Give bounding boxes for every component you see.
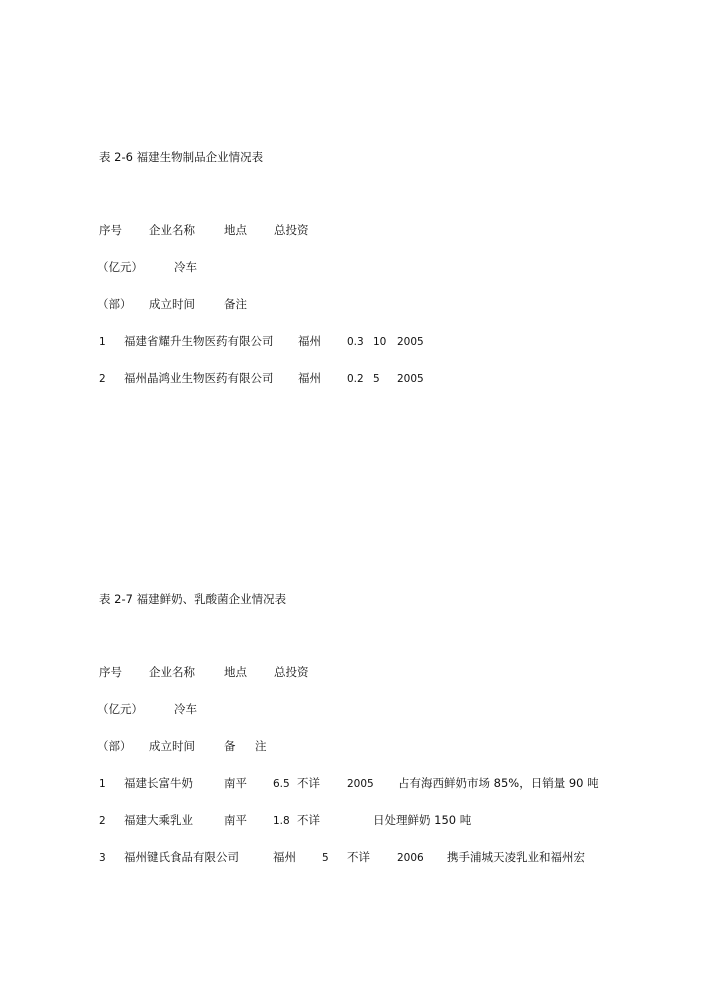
header-cell: （部） xyxy=(97,297,132,311)
row-number: 1 xyxy=(99,336,106,348)
cold-trucks: 10 xyxy=(373,336,387,348)
company-name: 福州晶鸿业生物医药有限公司 xyxy=(124,371,274,385)
header-cell: 成立时间 xyxy=(149,297,195,311)
remark: 日处理鲜奶 150 吨 xyxy=(373,813,472,827)
row-number: 3 xyxy=(99,852,106,864)
header-cell: （亿元） xyxy=(97,260,143,274)
header-cell: （亿元） xyxy=(97,702,143,716)
header-cell: 地点 xyxy=(224,223,247,237)
company-name: 福州键氏食品有限公司 xyxy=(124,850,239,864)
investment: 1.8 xyxy=(273,815,290,827)
investment: 0.2 xyxy=(347,373,364,385)
founded-year: 2006 xyxy=(397,852,424,864)
header-cell: 冷车 xyxy=(174,702,197,716)
location: 福州 xyxy=(298,334,321,348)
founded-year: 2005 xyxy=(397,373,424,385)
investment: 5 xyxy=(322,852,329,864)
row-number: 2 xyxy=(99,815,106,827)
company-name: 福建长富牛奶 xyxy=(124,776,193,790)
header-cell: 冷车 xyxy=(174,260,197,274)
header-cell: 总投资 xyxy=(274,665,309,679)
table-2-7-caption: 表 2-7 福建鲜奶、乳酸菌企业情况表 xyxy=(99,592,287,606)
header-cell: 序号 xyxy=(99,665,122,679)
cold-trucks: 不详 xyxy=(297,776,320,790)
header-cell: 备 xyxy=(224,739,236,753)
investment: 0.3 xyxy=(347,336,364,348)
cold-trucks: 5 xyxy=(373,373,380,385)
location: 南平 xyxy=(224,776,247,790)
company-name: 福建大乘乳业 xyxy=(124,813,193,827)
row-number: 1 xyxy=(99,778,106,790)
cold-trucks: 不详 xyxy=(297,813,320,827)
header-cell: 企业名称 xyxy=(149,223,195,237)
founded-year: 2005 xyxy=(397,336,424,348)
remark: 占有海西鲜奶市场 85%，日销量 90 吨 xyxy=(398,776,599,790)
header-cell: 总投资 xyxy=(274,223,309,237)
header-cell: 地点 xyxy=(224,665,247,679)
header-cell: （部） xyxy=(97,739,132,753)
table-2-6-caption: 表 2-6 福建生物制品企业情况表 xyxy=(99,150,264,164)
header-cell: 企业名称 xyxy=(149,665,195,679)
investment: 6.5 xyxy=(273,778,290,790)
header-cell: 序号 xyxy=(99,223,122,237)
header-cell: 注 xyxy=(255,739,267,753)
company-name: 福建省耀升生物医药有限公司 xyxy=(124,334,274,348)
location: 福州 xyxy=(298,371,321,385)
location: 南平 xyxy=(224,813,247,827)
remark: 携手浦城天凌乳业和福州宏 xyxy=(447,850,585,864)
location: 福州 xyxy=(273,850,296,864)
row-number: 2 xyxy=(99,373,106,385)
founded-year: 2005 xyxy=(347,778,374,790)
cold-trucks: 不详 xyxy=(347,850,370,864)
header-cell: 成立时间 xyxy=(149,739,195,753)
header-cell: 备注 xyxy=(224,297,247,311)
